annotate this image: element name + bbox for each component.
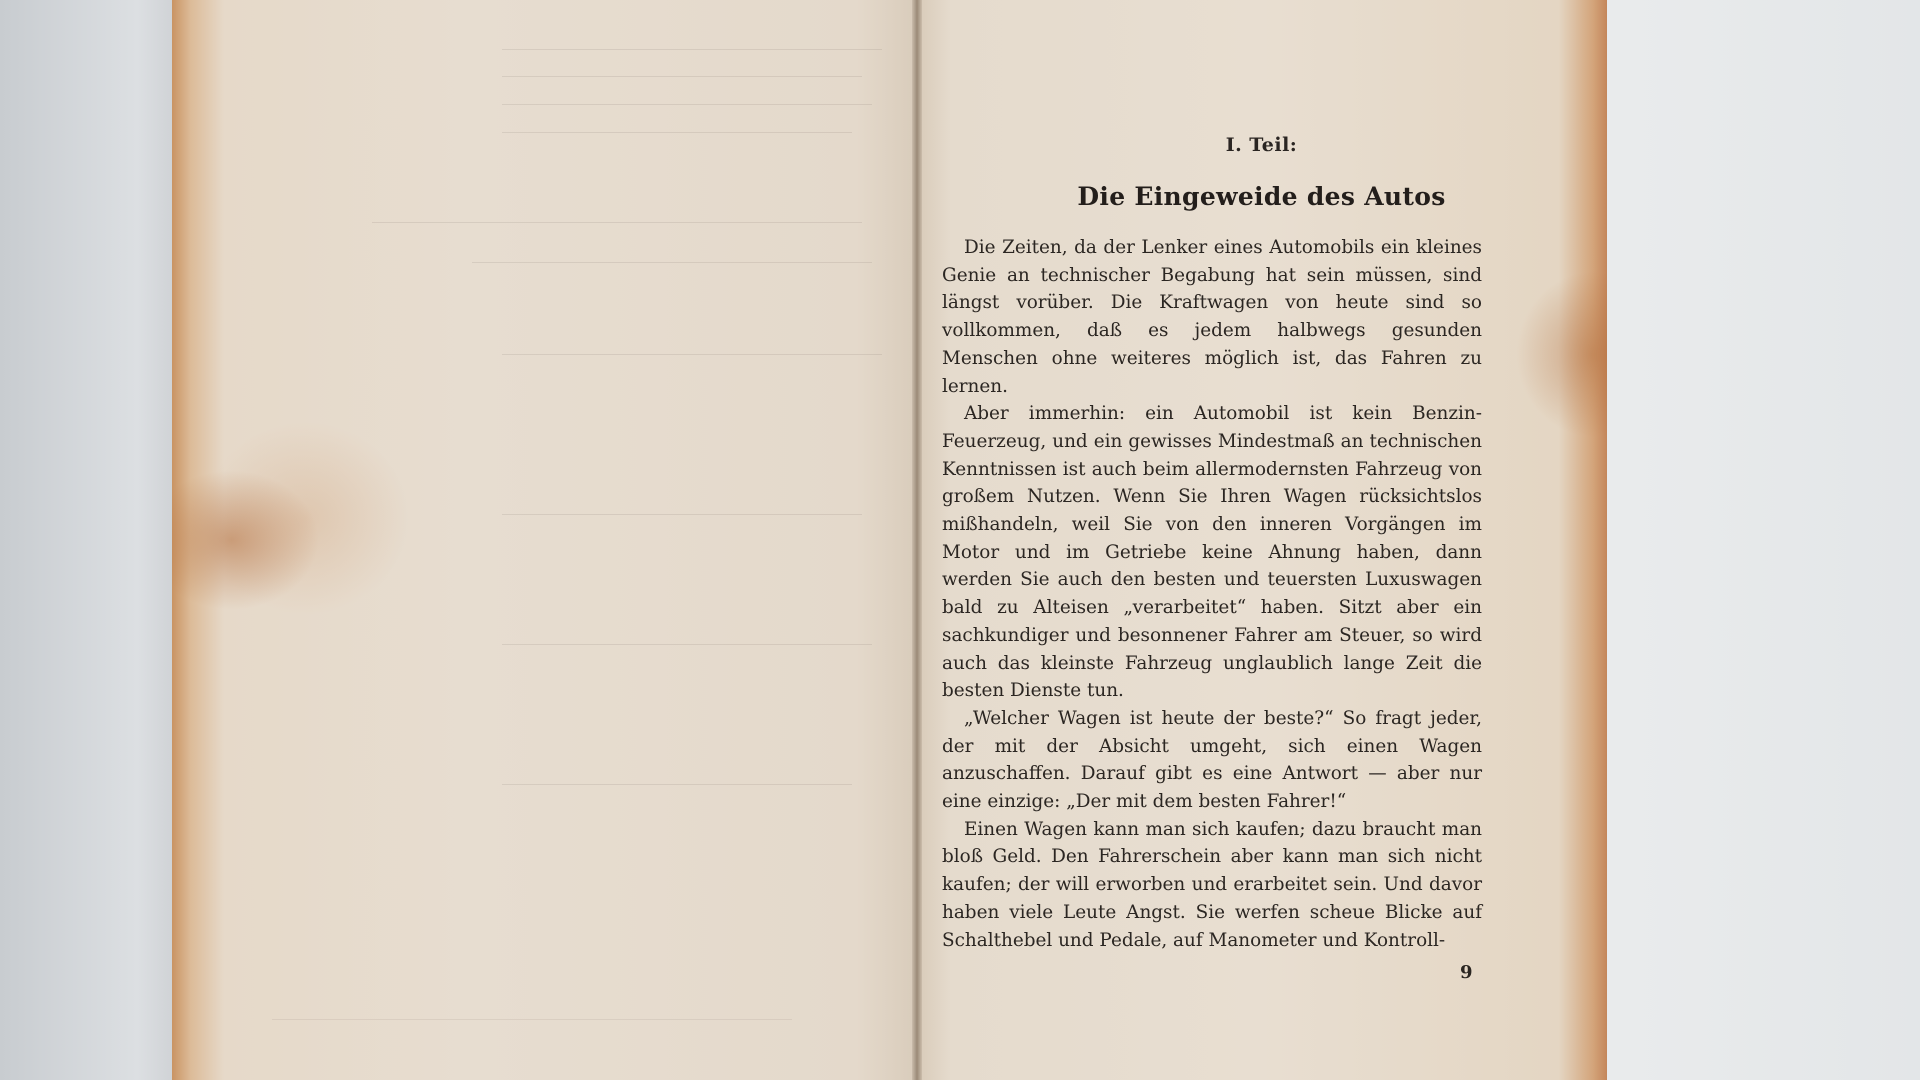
background-left	[0, 0, 172, 1080]
bleed-through-line	[502, 104, 872, 105]
bleed-through-line	[502, 76, 862, 77]
bleed-through-line	[502, 132, 852, 133]
page-number: 9	[1460, 962, 1473, 983]
chapter-title: Die Eingeweide des Autos	[1077, 182, 1446, 211]
bleed-through-line	[372, 222, 862, 223]
book-gutter	[912, 0, 922, 1080]
paragraph: Aber immerhin: ein Automobil ist kein Benzin-Feuerzeug, und ein gewisses Mindestmaß an technischen Kenntnissen ist auch beim allermodernsten Fahrzeug von großem Nutzen. Wenn Sie Ihren Wagen rücksichtslos mißhandeln, weil Sie von den inneren Vorgängen im Motor und im Getriebe keine Ahnung haben, dann werden Sie auch den besten und teuersten Luxuswagen bald zu Alteisen „verarbeitet“ haben. Sitzt aber ein sachkundiger und besonnener Fahrer am Steuer, so wird auch das kleinste Fahrzeug unglaublich lange Zeit die besten Dienste tun.	[942, 403, 1482, 702]
bleed-through-line	[502, 354, 882, 355]
bleed-through-line	[272, 1019, 792, 1020]
bleed-through-line	[502, 644, 872, 645]
body-text	[942, 234, 1482, 954]
part-heading: I. Teil:	[1225, 134, 1298, 156]
open-book	[172, 0, 1607, 1080]
bleed-through-line	[502, 49, 882, 50]
paragraph: Die Zeiten, da der Lenker eines Automobils ein kleines Genie an technischer Begabung hat sein müssen, sind längst vorüber. Die Kraftwagen von heute sind so vollkommen, daß es jedem halbwegs gesunden Menschen ohne weiteres möglich ist, das Fahren zu lernen.	[942, 237, 1482, 397]
bleed-through-line	[502, 784, 852, 785]
bleed-through-line	[502, 514, 862, 515]
paragraph: „Welcher Wagen ist heute der beste?“ So fragt jeder, der mit der Absicht umgeht, sich einen Wagen anzuschaffen. Darauf gibt es eine Antwort — aber nur eine einzige: „Der mit dem besten Fahrer!“	[942, 707, 1482, 813]
bleed-through-line	[472, 262, 872, 263]
left-page	[172, 0, 916, 1080]
right-page	[916, 0, 1607, 1080]
paragraph: Einen Wagen kann man sich kaufen; dazu braucht man bloß Geld. Den Fahrerschein aber kann man sich nicht kaufen; der will erworben und erarbeitet sein. Und davor haben viele Leute Angst. Sie werfen scheue Blicke auf Schalthebel und Pedale, auf Manometer und Kontroll-	[942, 818, 1482, 951]
